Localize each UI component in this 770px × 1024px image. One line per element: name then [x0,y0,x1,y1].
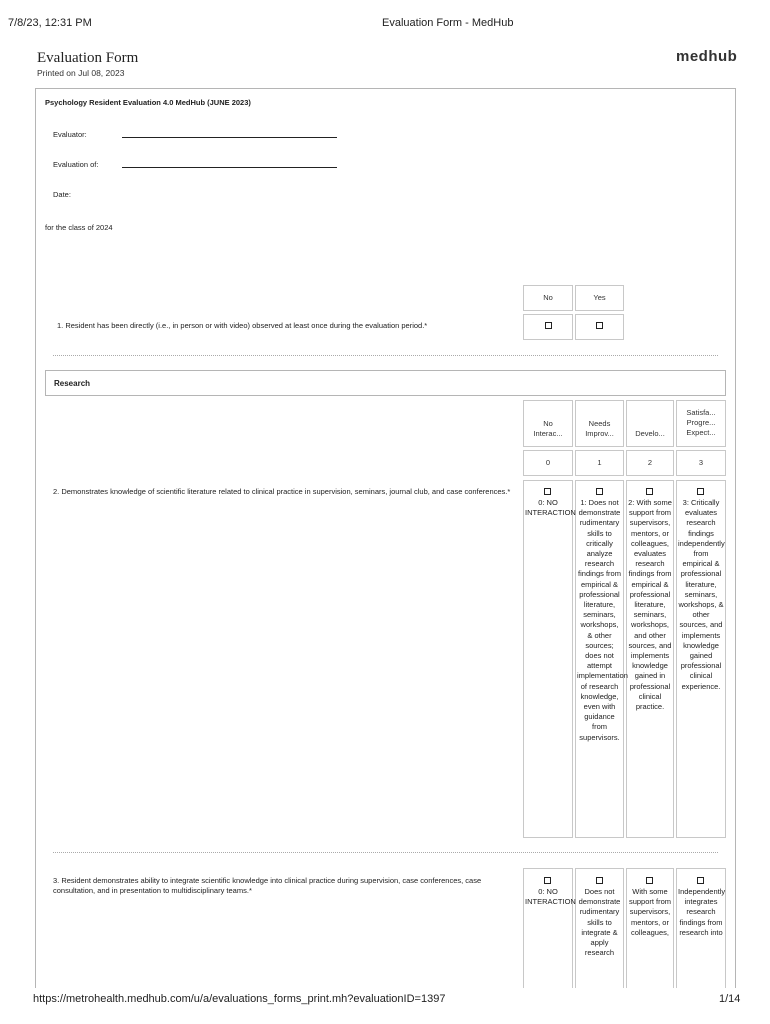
form-name: Psychology Resident Evaluation 4.0 MedHub (JUNE 2023) [45,98,251,107]
scale-number-2: 2 [626,450,674,476]
divider [53,852,718,853]
scale-number-3: 3 [676,450,726,476]
scale-header-no-interaction: No Interac... [523,400,573,447]
q3-option-3-label: Independently integrates research findings from research into [678,887,726,937]
q1-col-yes: Yes [575,285,624,311]
page-title: Evaluation Form [37,50,139,66]
q2-option-2-label: 2: With some support from supervisors, mentors, or colleagues, evaluates research findings from empirical & professional literature, seminars, workshops, and other sources, and implements knowledge gained in professional clinical practice. [628,498,672,712]
q3-option-3-checkbox[interactable] [697,877,704,884]
q2-col-0 [523,480,576,838]
evaluation-of-label: Evaluation of: [53,160,99,169]
q3-option-1-checkbox[interactable] [596,877,603,884]
scale-number-1: 1 [575,450,624,476]
q2-option-3-checkbox[interactable] [697,488,704,495]
scale-header-needs-improvement: Needs Improv... [575,400,624,447]
scale-number-0: 0 [523,450,573,476]
q3-option-1-label: Does not demonstrate rudimentary skills to integrate & apply research [578,887,621,958]
q2-text: 2. Demonstrates knowledge of scientific literature related to clinical practice in supervision, seminars, journal club, and case conferences.* [53,487,511,496]
print-url: https://metrohealth.medhub.com/u/a/evaluations_forms_print.mh?evaluationID=1397 [33,993,446,1005]
q1-no-checkbox[interactable] [545,322,552,329]
evaluator-label: Evaluator: [53,130,87,139]
q3-option-0-checkbox[interactable] [544,877,551,884]
q3-text: 3. Resident demonstrates ability to integrate scientific knowledge into clinical practice during supervision, case conferences, case consultation, and in presentation to multidisciplinary teams.* [53,876,482,895]
section-research: Research [45,370,726,396]
q3-option-2-label: With some support from supervisors, mentors, or colleagues, [628,887,672,937]
date-label: Date: [53,190,71,199]
print-page-title: Evaluation Form - MedHub [382,17,514,29]
q3-option-0-label: 0: NO INTERACTION [525,887,576,907]
q3-option-2-checkbox[interactable] [646,877,653,884]
print-datetime: 7/8/23, 12:31 PM [8,17,92,29]
q1-text: 1. Resident has been directly (i.e., in person or with video) observed at least once during the evaluation period.* [57,321,428,330]
q2-option-0-label: 0: NO INTERACTION [525,498,576,518]
scale-header-satisfactory: Satisfa... Progre... Expect... [676,400,726,447]
print-page-count: 1/14 [719,993,741,1005]
q2-option-0-checkbox[interactable] [544,488,551,495]
q2-option-1-checkbox[interactable] [596,488,603,495]
divider [53,355,718,356]
medhub-logo: medhub [676,48,738,65]
q2-option-1-label: 1: Does not demonstrate rudimentary skills to critically analyze research findings from empirical & professional literature, seminars, workshops, & other sources; does not attempt implementation of research knowledge, even with guidance from supervisors. [577,498,628,742]
q2-option-2-checkbox[interactable] [646,488,653,495]
evaluation-of-line [122,167,337,168]
class-note: for the class of 2024 [45,223,113,232]
q1-yes-checkbox[interactable] [596,322,603,329]
q1-col-no: No [523,285,573,311]
evaluator-line [122,137,337,138]
printed-date: Printed on Jul 08, 2023 [37,68,125,78]
scale-header-developing: Develo... [626,400,674,447]
q2-option-3-label: 3: Critically evaluates research findings independently from empirical & professional literature, seminars, workshops, & other sources, and implements knowledge gained professional clinical experience. [678,498,725,691]
